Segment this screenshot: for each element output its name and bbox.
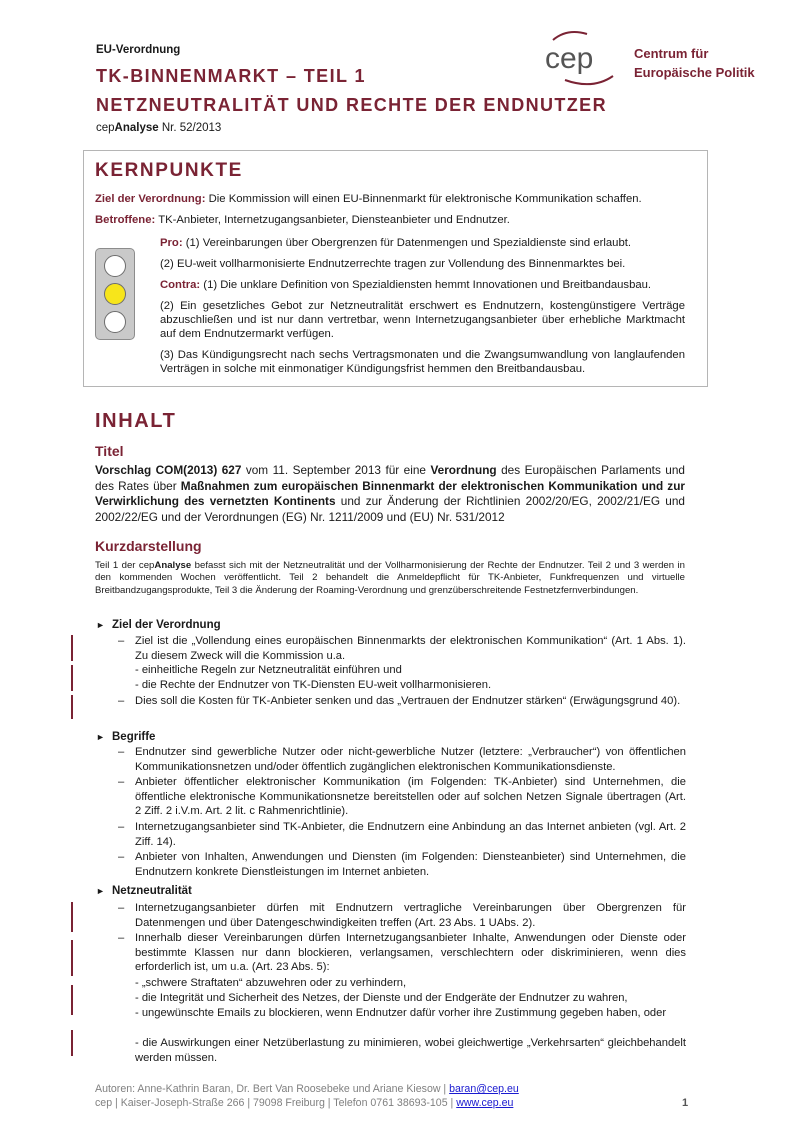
titel-p4: des Europäischen Parlaments und des Rates über xyxy=(95,463,685,493)
margin-mark xyxy=(71,985,73,1015)
section-netz-heading xyxy=(96,885,192,897)
ziel-b1-text: Ziel ist die „Vollendung eines europäischen Binnenmarkts der elektronischen Kommunikation“ (Art. 1 Abs. 1). Zu diesem Zweck will die Kommission u.a. xyxy=(135,635,686,662)
traffic-light-icon xyxy=(95,248,135,340)
kp-contra-1-text: (1) Die unklare Definition von Spezialdiensten hemmt Innovationen und Breitbandausbau. xyxy=(200,279,652,291)
document-title-line2: NETZNEUTRALITÄT UND RECHTE DER ENDNUTZER xyxy=(96,95,607,115)
cep-logo-word: cep xyxy=(545,42,594,75)
kp-contra-3: (3) Das Kündigungsrecht nach sechs Vertragsmonaten und die Zwangsumwandlung von langlaufenden Verträgen in solche mit einmonatiger Kündigungsfrist hemmen den Breitbandausbau. xyxy=(160,349,685,375)
begriffe-b3-text: Internetzugangsanbieter sind TK-Anbieter, die Endnutzern eine Anbindung an das Internet anbieten (vgl. Art. 2 Ziff. 14). xyxy=(135,821,686,848)
kp-pro-1-text: (1) Vereinbarungen über Obergrenzen für Datenmengen und Spezialdienste sind erlaubt. xyxy=(182,237,632,249)
triangle-bullet-icon: ► xyxy=(96,886,105,896)
kp-pro-2: (2) EU-weit vollharmonisierte Endnutzerrechte tragen zur Vollendung des Binnenmarktes bei. xyxy=(160,258,626,270)
inhalt-heading: INHALT xyxy=(95,410,177,432)
netz-bullet-2 xyxy=(118,931,686,975)
triangle-bullet-icon: ► xyxy=(96,732,105,742)
dash-icon: – xyxy=(118,746,125,758)
dash-icon: – xyxy=(118,851,125,863)
netz-sub-1: - „schwere Straftaten“ abzuwehren oder zu verhindern, xyxy=(135,977,407,989)
kp-betroffene xyxy=(95,213,510,227)
titel-p6: und zur Änderung der Richtlinien 2002/20/EG, 2002/21/EG und 2002/22/EG und der Verordnungen (EG) Nr. 1211/2009 und (EU) Nr. 531/2012 xyxy=(95,494,685,524)
ziel-b2-text: Dies soll die Kosten für TK-Anbieter senken und das „Vertrauen der Endnutzer stärken“ (Erwägungsgrund 40). xyxy=(135,695,681,707)
begriffe-b4-text: Anbieter von Inhalten, Anwendungen und Diensten (im Folgenden: Diensteanbieter) sind Unternehmen, die Endnutzern konkrete Dienstleistungen im Internet anbieten. xyxy=(135,851,686,878)
begriffe-b2-text: Anbieter öffentlicher elektronischer Kommunikation (im Folgenden: TK-Anbieter) sind Unternehmen, die öffentliche elektronische Kommunikationsnetze bereitstellen oder auf solchen Netzen Signale übertragen (Art. 2 Ziff. 2 i.V.m. Art. 2 lit. c Rahmenrichtlinie). xyxy=(135,776,686,818)
begriffe-bullet-3 xyxy=(118,820,686,849)
traffic-light-middle-active xyxy=(104,283,126,305)
kp-ziel-text: Die Kommission will einen EU-Binnenmarkt für elektronische Kommunikation schaffen. xyxy=(205,193,642,205)
margin-mark xyxy=(71,665,73,691)
ziel-sub-2: - die Rechte der Endnutzer von TK-Diensten EU-weit vollharmonisieren. xyxy=(135,679,492,691)
section-ziel-heading xyxy=(96,619,221,631)
dash-icon: – xyxy=(118,776,125,788)
kurzdarstellung-paragraph xyxy=(95,560,685,597)
section-begriffe-heading xyxy=(96,731,155,743)
cep-logo-text xyxy=(634,44,755,82)
traffic-light-top xyxy=(104,255,126,277)
footer-web-link[interactable]: www.cep.eu xyxy=(456,1097,514,1109)
kp-contra-1 xyxy=(160,278,651,292)
section-netz-title: Netzneutralität xyxy=(112,885,192,897)
netz-b1-text: Internetzugangsanbieter dürfen mit Endnutzern vertragliche Vereinbarungen über Obergrenzen für Datenmengen und über Datengeschwindigkeiten treffen (Art. 23 Abs. 1 UAbs. 2). xyxy=(135,902,686,929)
titel-p5: Maßnahmen zum europäischen Binnenmarkt der elektronischen Kommunikation und zur Verwirklichung des vernetzten Kontinents xyxy=(95,478,686,509)
margin-mark xyxy=(71,940,73,976)
kp-ziel-label: Ziel der Verordnung: xyxy=(95,193,206,205)
margin-mark xyxy=(71,902,73,932)
netz-sub-2: - die Integrität und Sicherheit des Netzes, der Dienste und der Endgeräte der Endnutzer zu wahren, xyxy=(135,992,628,1004)
kurzdarstellung-heading: Kurzdarstellung xyxy=(95,538,202,554)
dash-icon: – xyxy=(118,932,125,944)
kp-ziel xyxy=(95,192,642,206)
begriffe-bullet-2 xyxy=(118,775,686,819)
margin-mark xyxy=(71,635,73,661)
ziel-bullet-1 xyxy=(118,634,686,663)
traffic-light-bottom xyxy=(104,311,126,333)
dash-icon: – xyxy=(118,695,125,707)
netz-sub-3: - ungewünschte Emails zu blockieren, wenn Endnutzer dafür vorher ihre Zustimmung gegeben haben, oder xyxy=(135,1007,667,1019)
kp-pro-label: Pro: xyxy=(160,237,183,249)
logo-line2: Europäische Politik xyxy=(634,65,755,80)
footer-email-link[interactable]: baran@cep.eu xyxy=(449,1083,519,1095)
footer-address xyxy=(95,1097,513,1109)
titel-p1: Vorschlag COM(2013) 627 xyxy=(95,463,242,477)
analyse-bold: Analyse xyxy=(114,122,159,134)
analysis-number xyxy=(96,122,221,134)
begriffe-b1-text: Endnutzer sind gewerbliche Nutzer oder nicht-gewerbliche Nutzer (letztere: „Verbraucher“) von öffentlichen Kommunikationsnetzen und/oder öffentlich zugänglichen elektronischen Kommunikationsdienste. xyxy=(135,746,686,773)
begriffe-bullet-4 xyxy=(118,850,686,879)
analyse-prefix: cep xyxy=(96,122,115,134)
margin-mark xyxy=(71,695,73,719)
titel-paragraph xyxy=(95,463,685,525)
netz-sub-4: - die Auswirkungen einer Netzüberlastung zu minimieren, wobei gleichwertige „Verkehrsarten“ gleichbehandelt werden müssen. xyxy=(135,1037,686,1064)
cep-logo-icon xyxy=(535,30,625,86)
section-ziel-title: Ziel der Verordnung xyxy=(112,619,221,631)
titel-heading: Titel xyxy=(95,443,124,459)
kp-contra-label: Contra: xyxy=(160,279,201,291)
titel-p2: vom 11. September 2013 für eine xyxy=(241,463,431,477)
ziel-sub-1: - einheitliche Regeln zur Netzneutralität einführen und xyxy=(135,664,402,676)
triangle-bullet-icon: ► xyxy=(96,620,105,630)
netz-b2-text: Innerhalb dieser Vereinbarungen dürfen Internetzugangsanbieter Inhalte, Anwendungen oder Dienste oder bestimmte Klassen nur dann blockieren, verlangsamen, verschlechtern oder diskriminieren, wenn dies erforderlich ist, um u.a. (Art. 23 Abs. 5): xyxy=(135,932,686,974)
footer-authors-text: Autoren: Anne-Kathrin Baran, Dr. Bert Van Roosebeke und Ariane Kiesow | xyxy=(95,1083,450,1095)
dash-icon: – xyxy=(118,821,125,833)
dash-icon: – xyxy=(118,902,125,914)
analyse-suffix: Nr. 52/2013 xyxy=(158,122,222,134)
kurz-c: befasst sich mit der Netzneutralität und der Vollharmonisierung der Rechte der Endnutzer. Teil 2 und 3 werden in den kommenden Wochen veröffentlicht. Teil 2 behandelt die Anmeldepflicht für TK-Anbieter, Funkfrequenzen und virtuelle Breitbandzugangsprodukte, Teil 3 die Änderung der Roaming-Verordnung und grenzüberschreitende Festnetzfernverbindungen. xyxy=(95,560,686,596)
logo-line1: Centrum für xyxy=(634,46,709,61)
page-number: 1 xyxy=(682,1097,689,1109)
kp-pro-1 xyxy=(160,236,631,250)
begriffe-bullet-1 xyxy=(118,745,686,774)
kp-betroffene-text: TK-Anbieter, Internetzugangsanbieter, Diensteanbieter und Endnutzer. xyxy=(155,214,510,226)
titel-p3: Verordnung xyxy=(430,463,497,477)
margin-mark xyxy=(71,1030,73,1056)
kurz-b: Analyse xyxy=(154,560,192,571)
kp-betroffene-label: Betroffene: xyxy=(95,214,156,226)
footer-authors xyxy=(95,1083,519,1095)
kernpunkte-heading: KERNPUNKTE xyxy=(95,160,243,181)
kp-contra-2: (2) Ein gesetzliches Gebot zur Netzneutralität erschwert es Endnutzern, kostengünstigere Verträge abzuschließen und ist nur dann vertretbar, wenn Internetzugangsanbieter über erhebliche Marktmacht auf dem Endnutzermarkt verfügen. xyxy=(160,300,685,340)
document-kicker: EU-Verordnung xyxy=(96,44,181,56)
section-begriffe-title: Begriffe xyxy=(112,731,156,743)
footer-address-text: cep | Kaiser-Joseph-Straße 266 | 79098 Freiburg | Telefon 0761 38693-105 | xyxy=(95,1097,457,1109)
netz-bullet-1 xyxy=(118,901,686,930)
ziel-bullet-2 xyxy=(118,694,686,709)
document-title-line1: TK-BINNENMARKT – TEIL 1 xyxy=(96,66,366,86)
dash-icon: – xyxy=(118,635,125,647)
kurz-a: Teil 1 der cep xyxy=(95,560,155,571)
